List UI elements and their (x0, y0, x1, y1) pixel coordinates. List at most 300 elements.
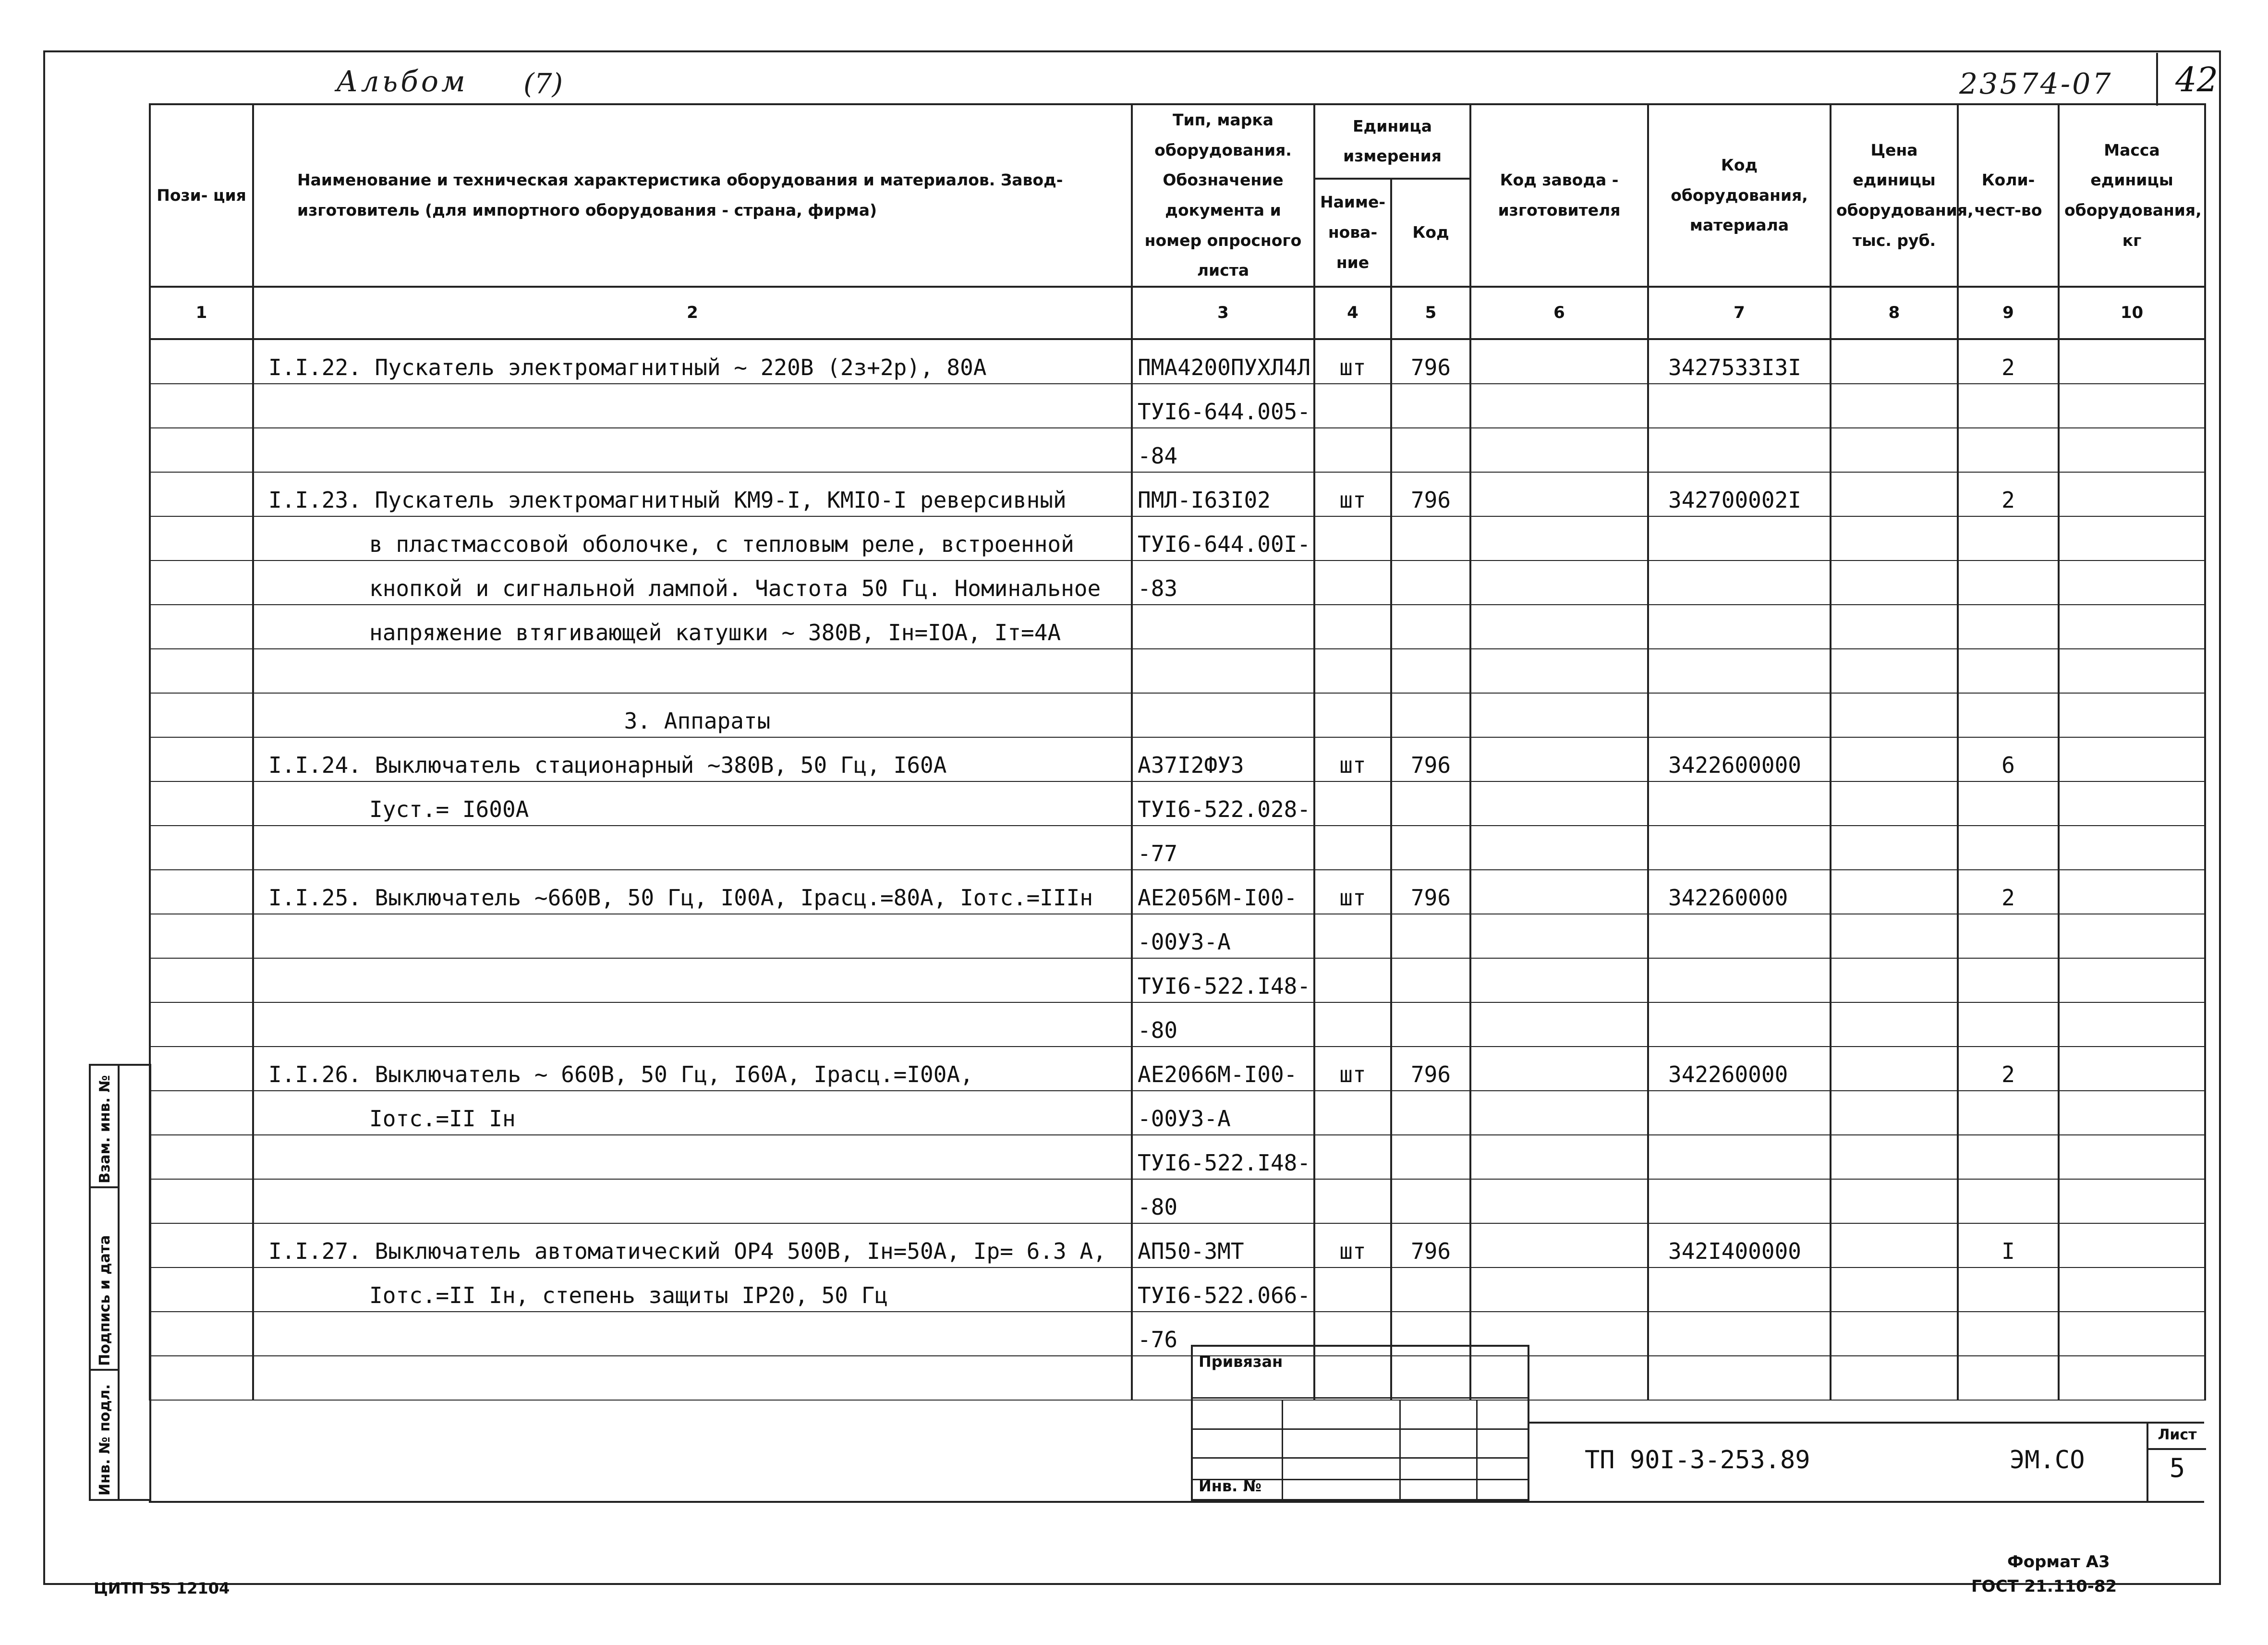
cell-name (253, 826, 1132, 870)
cell-price (1831, 693, 1958, 737)
header-type: Тип, марка оборудования. Обозначение документа и номер опросного листа (1132, 104, 1314, 287)
table-row (150, 605, 2205, 649)
cell-type: ТУI6-522.I48- (1132, 1135, 1314, 1179)
cell-mass (2059, 1179, 2205, 1223)
cell-mass (2059, 958, 2205, 1002)
cell-unit: шт (1314, 870, 1391, 914)
cell-name: Iотс.=II Iн, степень защиты IР20, 50 Гц (253, 1267, 1132, 1312)
stamp-line (1193, 1397, 1528, 1399)
cell-price (1831, 428, 1958, 472)
album-label: Альбом (336, 65, 468, 98)
column-number: 2 (253, 287, 1132, 339)
cell-mass (2059, 693, 2205, 737)
cell-price (1831, 1002, 1958, 1047)
cell-position (150, 339, 253, 384)
cell-factory-code (1470, 1091, 1648, 1135)
cell-factory-code (1470, 826, 1648, 870)
cell-mass (2059, 561, 2205, 605)
cell-mass (2059, 649, 2205, 693)
cell-factory-code (1470, 428, 1648, 472)
table-row (150, 1091, 2205, 1135)
cell-mass (2059, 781, 2205, 826)
cell-unit-code: 796 (1391, 1047, 1470, 1091)
cell-equipment-code (1648, 1312, 1831, 1356)
cell-quantity (1958, 958, 2059, 1002)
cell-equipment-code (1648, 428, 1831, 472)
sidebar-cell-replaced-inv (91, 1066, 120, 1188)
cell-unit: шт (1314, 737, 1391, 781)
cell-equipment-code (1648, 384, 1831, 428)
drawing-mark: ЭМ.СО (2010, 1446, 2085, 1474)
cell-factory-code (1470, 1047, 1648, 1091)
cell-unit-code (1391, 516, 1470, 561)
cell-mass (2059, 870, 2205, 914)
paper-format: Формат А3 (2007, 1552, 2110, 1572)
cell-price (1831, 516, 1958, 561)
cell-equipment-code (1648, 914, 1831, 958)
cell-position (150, 1135, 253, 1179)
cell-unit: шт (1314, 339, 1391, 384)
cell-unit-code (1391, 826, 1470, 870)
cell-type: -84 (1132, 428, 1314, 472)
cell-type (1132, 605, 1314, 649)
cell-quantity (1958, 649, 2059, 693)
cell-unit-code (1391, 605, 1470, 649)
cell-name (253, 1179, 1132, 1223)
cell-mass (2059, 1267, 2205, 1312)
cell-price (1831, 561, 1958, 605)
cell-quantity (1958, 516, 2059, 561)
cell-position (150, 1223, 253, 1267)
cell-quantity: 2 (1958, 1047, 2059, 1091)
cell-quantity (1958, 605, 2059, 649)
cell-unit (1314, 516, 1391, 561)
cell-factory-code (1470, 1267, 1648, 1312)
sidebar-cell-inv-original (91, 1371, 120, 1499)
table-row (150, 693, 2205, 737)
cell-unit-code (1391, 914, 1470, 958)
cell-name: I.I.27. Выключатель автоматический ОР4 500В, Iн=50А, Iр= 6.3 А, (253, 1223, 1132, 1267)
cell-equipment-code (1648, 1356, 1831, 1400)
cell-factory-code (1470, 693, 1648, 737)
stamp-line (1399, 1400, 1401, 1499)
cell-unit: шт (1314, 1047, 1391, 1091)
column-number: 4 (1314, 287, 1391, 339)
specification-body (150, 339, 2205, 1400)
cell-price (1831, 781, 1958, 826)
cell-price (1831, 605, 1958, 649)
cell-position (150, 1356, 253, 1400)
cell-unit (1314, 958, 1391, 1002)
cell-unit (1314, 561, 1391, 605)
cell-factory-code (1470, 1135, 1648, 1179)
cell-unit (1314, 781, 1391, 826)
sheet-value: 5 (2169, 1453, 2185, 1483)
cell-name (253, 428, 1132, 472)
cell-position (150, 693, 253, 737)
table-row (150, 339, 2205, 384)
album-number: (7) (523, 67, 563, 100)
header-position: Пози- ция (150, 104, 253, 287)
cell-position (150, 1002, 253, 1047)
sheet-label: Лист (2148, 1422, 2206, 1450)
cell-type: ТУI6-644.005- (1132, 384, 1314, 428)
cell-mass (2059, 1312, 2205, 1356)
sidebar-sign-date-label: Подпись и дата (97, 1235, 113, 1366)
table-row (150, 1002, 2205, 1047)
cell-equipment-code: 342260000 (1648, 870, 1831, 914)
table-row (150, 1135, 2205, 1179)
cell-unit-code (1391, 1002, 1470, 1047)
cell-unit (1314, 1091, 1391, 1135)
cell-price (1831, 737, 1958, 781)
cell-unit-code (1391, 428, 1470, 472)
column-number: 6 (1470, 287, 1648, 339)
cell-type: -00У3-А (1132, 1091, 1314, 1135)
cell-unit-code (1391, 384, 1470, 428)
cell-type: ТУI6-522.028- (1132, 781, 1314, 826)
table-row (150, 516, 2205, 561)
cell-equipment-code (1648, 649, 1831, 693)
cell-type: -77 (1132, 826, 1314, 870)
cell-unit (1314, 1135, 1391, 1179)
cell-position (150, 384, 253, 428)
cell-type: АП50-3МТ (1132, 1223, 1314, 1267)
cell-name: кнопкой и сигнальной лампой. Частота 50 Гц. Номинальное (253, 561, 1132, 605)
table-row (150, 826, 2205, 870)
cell-unit-code (1391, 1091, 1470, 1135)
cell-mass (2059, 1002, 2205, 1047)
specification-table (149, 103, 2206, 1401)
cell-unit (1314, 428, 1391, 472)
cipt-code: ЦИТП 55 12104 (94, 1579, 230, 1597)
cell-factory-code (1470, 605, 1648, 649)
table-row (150, 914, 2205, 958)
cell-type (1132, 693, 1314, 737)
cell-unit (1314, 693, 1391, 737)
cell-mass (2059, 1356, 2205, 1400)
cell-unit (1314, 914, 1391, 958)
cell-factory-code (1470, 914, 1648, 958)
cell-quantity (1958, 914, 2059, 958)
stamp-line (1282, 1400, 1283, 1499)
sidebar-replaced-inv-label: Взам. инв. № (97, 1075, 113, 1183)
header-mass: Масса единицы оборудования, кг (2059, 104, 2205, 287)
table-row (150, 1312, 2205, 1356)
cell-name: I.I.25. Выключатель ~660В, 50 Гц, I00А, Iрасц.=80А, Iотс.=IIIн (253, 870, 1132, 914)
cell-position (150, 1312, 253, 1356)
table-row (150, 428, 2205, 472)
cell-unit-code (1391, 561, 1470, 605)
sheet-box (2147, 1422, 2206, 1501)
cell-name: напряжение втягивающей катушки ~ 380В, Iн=IОА, Iт=4А (253, 605, 1132, 649)
cell-type: -00У3-А (1132, 914, 1314, 958)
cell-unit-code (1391, 693, 1470, 737)
cell-quantity (1958, 561, 2059, 605)
cell-name (253, 649, 1132, 693)
cell-price (1831, 870, 1958, 914)
cell-equipment-code: 342260000 (1648, 1047, 1831, 1091)
cell-type: АЕ2066М-I00- (1132, 1047, 1314, 1091)
cell-equipment-code: 342I400000 (1648, 1223, 1831, 1267)
cell-unit: шт (1314, 1223, 1391, 1267)
cell-unit (1314, 1179, 1391, 1223)
cell-quantity (1958, 826, 2059, 870)
cell-quantity (1958, 1135, 2059, 1179)
header-price: Цена единицы оборудования, тыс. руб. (1831, 104, 1958, 287)
cell-type: ТУI6-644.00I- (1132, 516, 1314, 561)
cell-quantity: 2 (1958, 339, 2059, 384)
cell-quantity: 2 (1958, 472, 2059, 516)
cell-price (1831, 1223, 1958, 1267)
cell-name (253, 1135, 1132, 1179)
cell-price (1831, 649, 1958, 693)
cell-position (150, 737, 253, 781)
cell-price (1831, 914, 1958, 958)
cell-price (1831, 1047, 1958, 1091)
table-row (150, 472, 2205, 516)
table-row (150, 1223, 2205, 1267)
cell-name: I.I.22. Пускатель электромагнитный ~ 220В (2з+2р), 80А (253, 339, 1132, 384)
cell-factory-code (1470, 339, 1648, 384)
cell-quantity (1958, 1002, 2059, 1047)
cell-equipment-code (1648, 1135, 1831, 1179)
column-number: 9 (1958, 287, 2059, 339)
header-factory-code: Код завода - изготовителя (1470, 104, 1648, 287)
cell-quantity: I (1958, 1223, 2059, 1267)
cell-unit-code: 796 (1391, 472, 1470, 516)
cell-name: в пластмассовой оболочке, с тепловым реле, встроенной (253, 516, 1132, 561)
cell-equipment-code (1648, 605, 1831, 649)
binding-stamp (1191, 1345, 1529, 1501)
column-number: 3 (1132, 287, 1314, 339)
cell-name: Iотс.=II Iн (253, 1091, 1132, 1135)
table-row (150, 1179, 2205, 1223)
header-equipment-code: Код оборудования, материала (1648, 104, 1831, 287)
cell-position (150, 958, 253, 1002)
cell-price (1831, 1179, 1958, 1223)
cell-price (1831, 958, 1958, 1002)
cell-position (150, 649, 253, 693)
cell-mass (2059, 737, 2205, 781)
cell-unit-code: 796 (1391, 737, 1470, 781)
header-name: Наименование и техническая характеристика оборудования и материалов. Завод-изготовитель (для импортного оборудования - страна, фирма) (253, 104, 1132, 287)
cell-unit (1314, 384, 1391, 428)
cell-unit (1314, 1267, 1391, 1312)
sidebar-inv-original-label: Инв. № подл. (97, 1384, 113, 1496)
cell-name: I.I.24. Выключатель стационарный ~380В, 50 Гц, I60А (253, 737, 1132, 781)
cell-quantity: 6 (1958, 737, 2059, 781)
cell-mass (2059, 339, 2205, 384)
cell-name (253, 914, 1132, 958)
cell-type: -80 (1132, 1002, 1314, 1047)
cell-name (253, 958, 1132, 1002)
cell-factory-code (1470, 958, 1648, 1002)
cell-factory-code (1470, 472, 1648, 516)
cell-position (150, 826, 253, 870)
cell-factory-code (1470, 870, 1648, 914)
cell-unit-code (1391, 1179, 1470, 1223)
cell-factory-code (1470, 1223, 1648, 1267)
cell-position (150, 870, 253, 914)
cell-quantity (1958, 1312, 2059, 1356)
cell-mass (2059, 472, 2205, 516)
cell-position (150, 428, 253, 472)
cell-mass (2059, 428, 2205, 472)
cell-equipment-code (1648, 1002, 1831, 1047)
cell-price (1831, 472, 1958, 516)
stamp-line (1476, 1400, 1478, 1499)
cell-position (150, 1267, 253, 1312)
cell-price (1831, 1135, 1958, 1179)
column-number: 7 (1648, 287, 1831, 339)
cell-mass (2059, 516, 2205, 561)
cell-quantity (1958, 384, 2059, 428)
cell-type: -83 (1132, 561, 1314, 605)
cell-equipment-code (1648, 958, 1831, 1002)
cell-price (1831, 1356, 1958, 1400)
cell-equipment-code (1648, 826, 1831, 870)
cell-unit-code (1391, 1135, 1470, 1179)
cell-position (150, 1179, 253, 1223)
cell-name (253, 384, 1132, 428)
cell-unit (1314, 1002, 1391, 1047)
cell-name: I.I.23. Пускатель электромагнитный КМ9-I, КМIО-I реверсивный (253, 472, 1132, 516)
gost-standard: ГОСТ 21.110-82 (1971, 1577, 2117, 1596)
cell-factory-code (1470, 384, 1648, 428)
cell-unit (1314, 649, 1391, 693)
cell-name: Iуст.= I600А (253, 781, 1132, 826)
cell-type: ТУI6-522.I48- (1132, 958, 1314, 1002)
cell-unit (1314, 605, 1391, 649)
cell-unit-code (1391, 958, 1470, 1002)
cell-mass (2059, 384, 2205, 428)
cell-equipment-code (1648, 1091, 1831, 1135)
cell-price (1831, 339, 1958, 384)
column-number: 8 (1831, 287, 1958, 339)
cell-price (1831, 384, 1958, 428)
cell-position (150, 781, 253, 826)
table-row (150, 1267, 2205, 1312)
column-number-row (150, 287, 2205, 339)
sidebar-cell-sign-date (91, 1188, 120, 1371)
cell-factory-code (1470, 1002, 1648, 1047)
table-row (150, 870, 2205, 914)
cell-mass (2059, 826, 2205, 870)
cell-unit (1314, 826, 1391, 870)
table-row (150, 781, 2205, 826)
cell-unit-code (1391, 1267, 1470, 1312)
cell-quantity (1958, 1356, 2059, 1400)
cell-equipment-code (1648, 1267, 1831, 1312)
cell-factory-code (1470, 781, 1648, 826)
cell-equipment-code: 342700002I (1648, 472, 1831, 516)
column-number: 1 (150, 287, 253, 339)
cell-mass (2059, 1047, 2205, 1091)
approval-sidebar (89, 1064, 151, 1501)
project-code: ТП 90I-3-253.89 (1585, 1446, 1810, 1474)
cell-name (253, 1356, 1132, 1400)
column-number: 5 (1391, 287, 1470, 339)
document-number: 23574-07 (1959, 67, 2113, 101)
table-row (150, 1356, 2205, 1400)
header-quantity: Коли-чест-во (1958, 104, 2059, 287)
cell-type: -76 (1132, 1312, 1314, 1356)
cell-quantity (1958, 781, 2059, 826)
cell-factory-code (1470, 516, 1648, 561)
cell-position (150, 472, 253, 516)
cell-equipment-code (1648, 516, 1831, 561)
cell-factory-code (1470, 649, 1648, 693)
cell-unit-code: 796 (1391, 1223, 1470, 1267)
cell-position (150, 914, 253, 958)
cell-mass (2059, 1223, 2205, 1267)
cell-position (150, 1091, 253, 1135)
cell-quantity: 2 (1958, 870, 2059, 914)
cell-equipment-code (1648, 1179, 1831, 1223)
cell-position (150, 516, 253, 561)
cell-unit-code: 796 (1391, 870, 1470, 914)
column-number: 10 (2059, 287, 2205, 339)
cell-name (253, 1312, 1132, 1356)
cell-type: ПМЛ-I63I02 (1132, 472, 1314, 516)
cell-position (150, 1047, 253, 1091)
cell-unit-code (1391, 781, 1470, 826)
cell-equipment-code: 3427533I3I (1648, 339, 1831, 384)
table-row (150, 649, 2205, 693)
cell-mass (2059, 1091, 2205, 1135)
cell-quantity (1958, 1267, 2059, 1312)
header-unit-name: Наиме-нова-ние (1314, 179, 1391, 287)
stamp-inv-label: Инв. № (1199, 1477, 1261, 1495)
cell-type: АЕ2056М-I00- (1132, 870, 1314, 914)
cell-equipment-code (1648, 693, 1831, 737)
cell-quantity (1958, 693, 2059, 737)
cell-price (1831, 1267, 1958, 1312)
cell-quantity (1958, 1091, 2059, 1135)
cell-type: ПМА4200ПУХЛ4Л (1132, 339, 1314, 384)
cell-type: -80 (1132, 1179, 1314, 1223)
cell-price (1831, 826, 1958, 870)
cell-factory-code (1470, 737, 1648, 781)
cell-name: 3. Аппараты (253, 693, 1132, 737)
cell-name: I.I.26. Выключатель ~ 660В, 50 Гц, I60А, Iрасц.=I00А, (253, 1047, 1132, 1091)
cell-quantity (1958, 428, 2059, 472)
header-unit-code: Код (1391, 179, 1470, 287)
cell-factory-code (1470, 561, 1648, 605)
table-row (150, 1047, 2205, 1091)
cell-type: ТУI6-522.066- (1132, 1267, 1314, 1312)
cell-position (150, 561, 253, 605)
cell-price (1831, 1091, 1958, 1135)
table-row (150, 737, 2205, 781)
cell-unit-code: 796 (1391, 339, 1470, 384)
cell-quantity (1958, 1179, 2059, 1223)
cell-unit: шт (1314, 472, 1391, 516)
cell-unit-code (1391, 649, 1470, 693)
cell-price (1831, 1312, 1958, 1356)
cell-mass (2059, 605, 2205, 649)
cell-equipment-code (1648, 781, 1831, 826)
table-row (150, 384, 2205, 428)
cell-type (1132, 649, 1314, 693)
cell-position (150, 605, 253, 649)
cell-equipment-code: 3422600000 (1648, 737, 1831, 781)
cell-type: А37I2ФУ3 (1132, 737, 1314, 781)
header-unit-group: Единица измерения (1314, 104, 1470, 179)
cell-name (253, 1002, 1132, 1047)
cell-factory-code (1470, 1179, 1648, 1223)
